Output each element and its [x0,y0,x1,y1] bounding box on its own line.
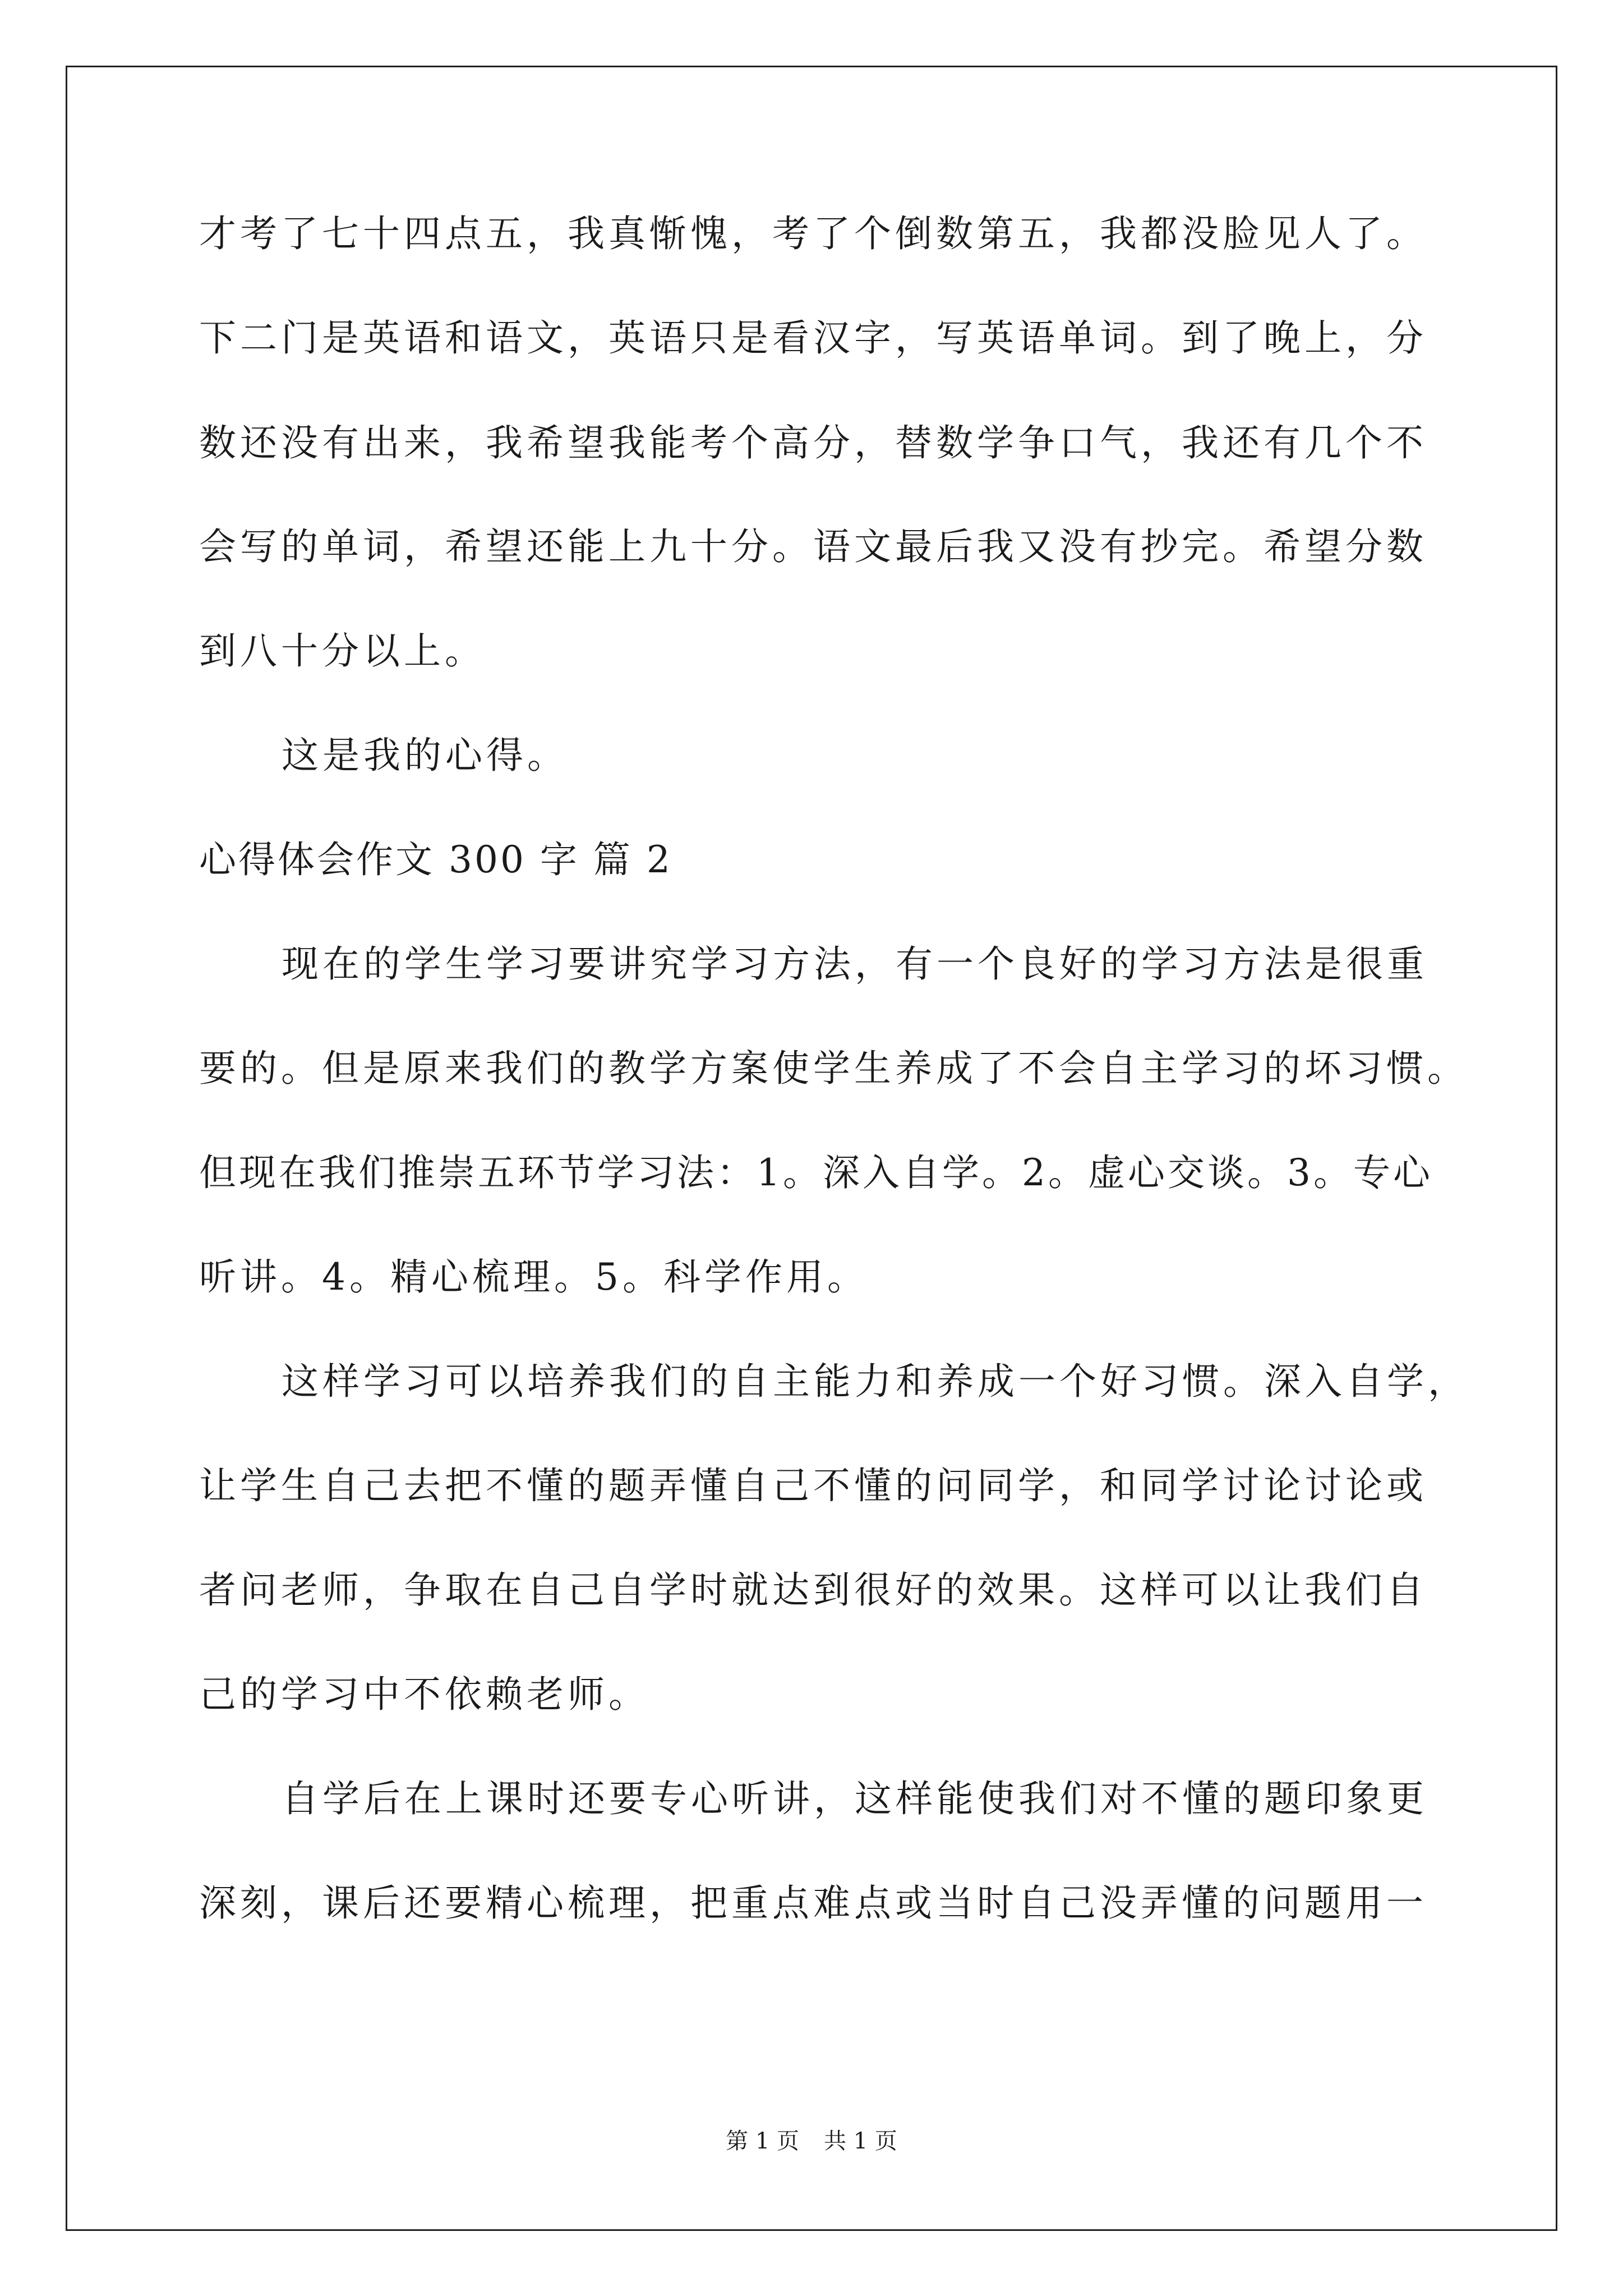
text-line: 下二门是英语和语文，英语只是看汉字，写英语单词。到了晚上，分 [199,316,1427,360]
text-line: 让学生自己去把不懂的题弄懂自己不懂的问同学，和同学讨论讨论或 [199,1464,1427,1507]
text-line: 会写的单词，希望还能上九十分。语文最后我又没有抄完。希望分数 [199,525,1427,568]
section-heading: 心得体会作文 300 字 篇 2 [199,838,672,881]
text-line: 但现在我们推崇五环节学习法：1。深入自学。2。虚心交谈。3。专心 [199,1151,1433,1194]
page-footer [0,2127,1623,2155]
text-line: 深刻，课后还要精心梳理，把重点难点或当时自己没弄懂的问题用一 [199,1881,1427,1925]
text-line: 才考了七十四点五，我真惭愧，考了个倒数第五，我都没脸见人了。 [199,212,1427,255]
text-line: 现在的学生学习要讲究学习方法，有一个良好的学习方法是很重 [282,942,1428,986]
text-line: 己的学习中不依赖老师。 [199,1673,649,1716]
text-line: 听讲。4。精心梳理。5。科学作用。 [199,1255,868,1299]
text-line: 这是我的心得。 [282,734,568,777]
text-line: 自学后在上课时还要专心听讲，这样能使我们对不懂的题印象更 [282,1777,1428,1820]
page-number: 第 1 页 [726,2128,799,2154]
text-line: 这样学习可以培养我们的自主能力和养成一个好习惯。深入自学， [282,1360,1469,1403]
text-line: 要的。但是原来我们的教学方案使学生养成了不会自主学习的坏习惯。 [199,1047,1468,1090]
page-total: 共 1 页 [824,2128,897,2154]
text-line: 到八十分以上。 [199,629,486,673]
text-line: 数还没有出来，我希望我能考个高分，替数学争口气，我还有几个不 [199,421,1427,464]
text-line: 者问老师，争取在自己自学时就达到很好的效果。这样可以让我们自 [199,1568,1427,1612]
